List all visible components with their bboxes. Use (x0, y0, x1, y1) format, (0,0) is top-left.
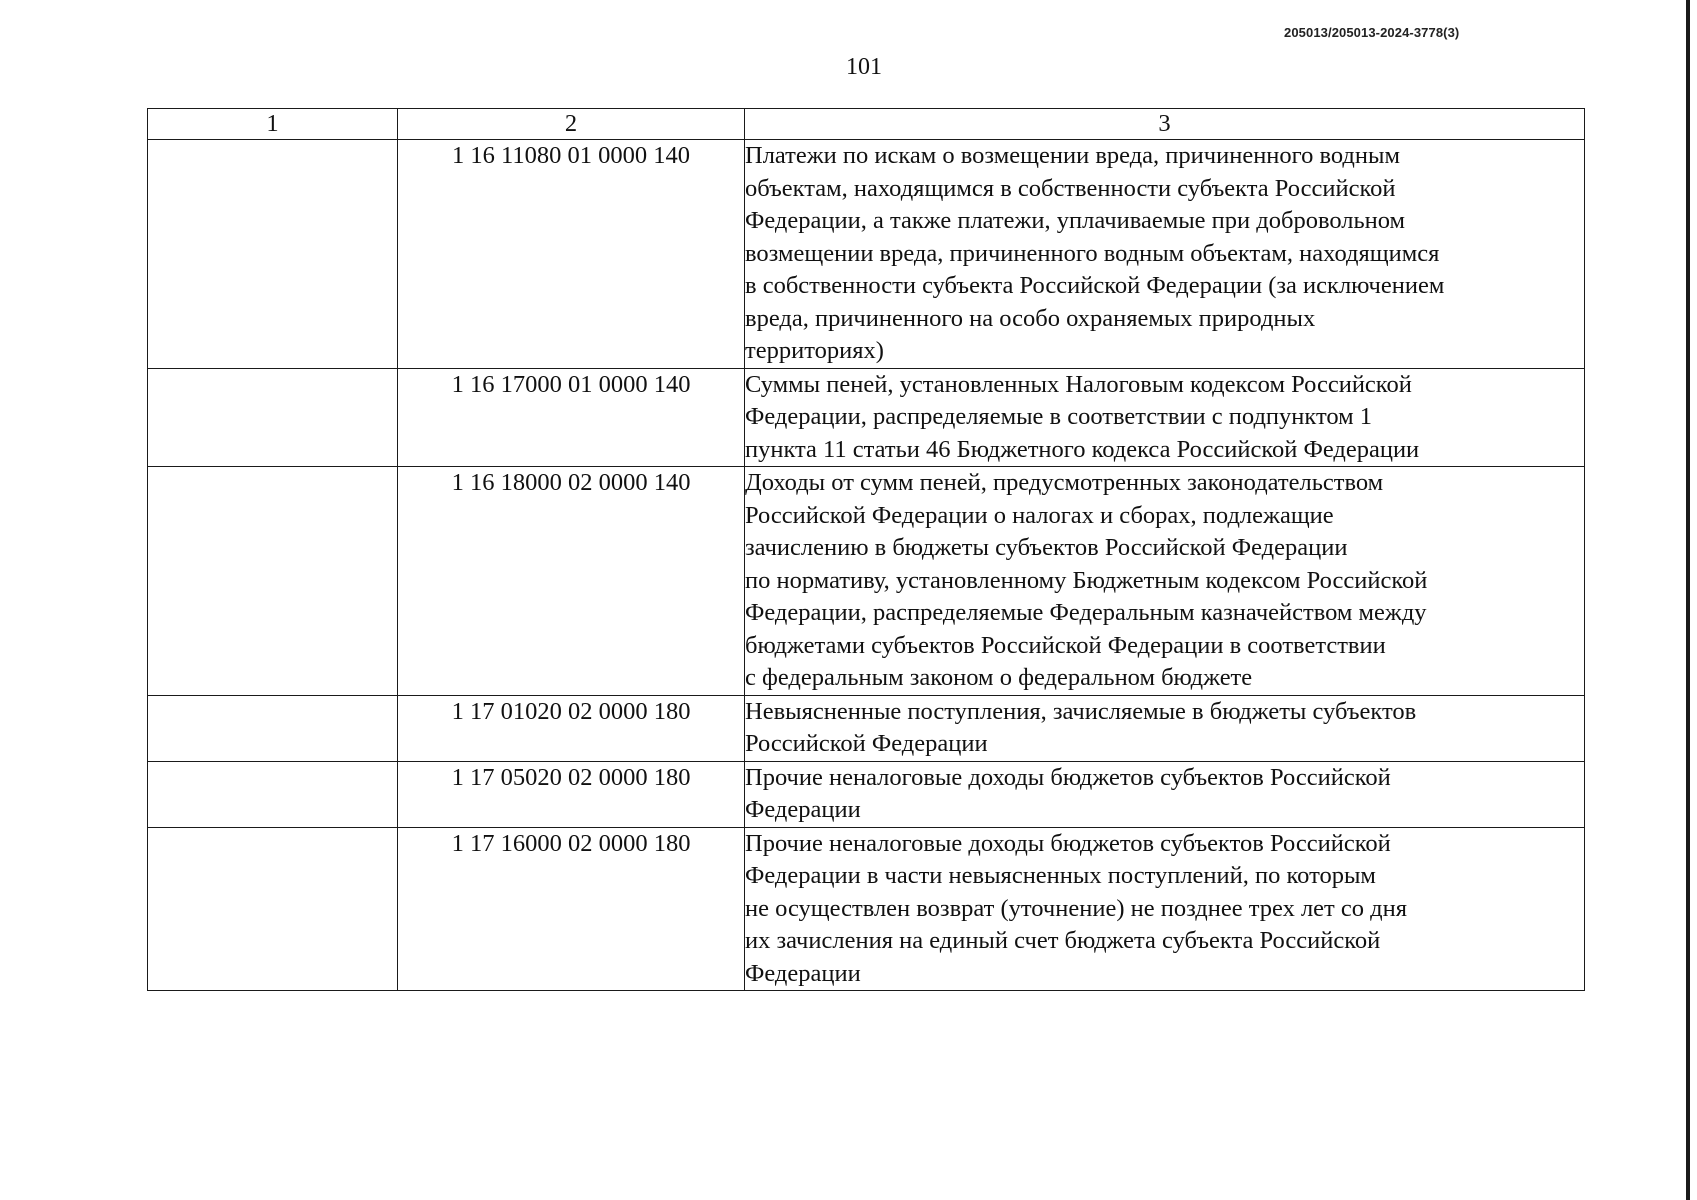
description-line: пункта 11 статьи 46 Бюджетного кодекса Российской Федерации (745, 435, 1420, 463)
income-description (745, 761, 1585, 827)
admin-code-cell (148, 368, 398, 467)
column-header-3: 3 (745, 109, 1585, 140)
description-line: бюджетами субъектов Российской Федерации в соответствии (745, 631, 1386, 659)
admin-code-cell (148, 467, 398, 696)
table-row (148, 368, 1585, 467)
description-line: с федеральным законом о федеральном бюджете (745, 664, 1253, 691)
table-row (148, 140, 1585, 369)
budget-classification-code: 1 17 01020 02 0000 180 (398, 695, 745, 761)
description-line: Доходы от сумм пеней, предусмотренных законодательством (745, 469, 1384, 496)
income-description (745, 827, 1585, 991)
column-header-2: 2 (398, 109, 745, 140)
table-body (148, 140, 1585, 991)
description-line: Федерации, распределяемые Федеральным казначейством между (745, 599, 1427, 626)
income-description (745, 140, 1585, 369)
description-line: Федерации (745, 959, 861, 987)
description-line: их зачисления на единый счет бюджета субъекта Российской (745, 927, 1381, 954)
admin-code-cell (148, 827, 398, 991)
income-codes-table (147, 108, 1585, 991)
table-row (148, 761, 1585, 827)
description-line: не осуществлен возврат (уточнение) не позднее трех лет со дня (745, 894, 1407, 922)
description-line: Федерации, а также платежи, уплачиваемые при добровольном (745, 207, 1406, 234)
column-header-1: 1 (148, 109, 398, 140)
budget-classification-code: 1 16 17000 01 0000 140 (398, 368, 745, 467)
description-line: территориях) (745, 337, 884, 364)
description-line: возмещении вреда, причиненного водным объектам, находящимся (745, 239, 1440, 267)
description-line: Платежи по искам о возмещении вреда, причиненного водным (745, 142, 1400, 169)
description-line: вреда, причиненного на особо охраняемых природных (745, 304, 1316, 332)
description-line: Суммы пеней, установленных Налоговым кодексом Российской (745, 370, 1412, 398)
description-line: Федерации в части невыясненных поступлений, по которым (745, 862, 1376, 889)
income-description (745, 368, 1585, 467)
table-row (148, 467, 1585, 696)
description-line: Федерации (745, 796, 861, 823)
admin-code-cell (148, 140, 398, 369)
page-number: 101 (846, 54, 882, 80)
budget-classification-code: 1 17 05020 02 0000 180 (398, 761, 745, 827)
description-line: в собственности субъекта Российской Федерации (за исключением (745, 272, 1445, 299)
header-row (148, 109, 1585, 140)
scan-edge (1686, 0, 1690, 1200)
description-line: Невыясненные поступления, зачисляемые в бюджеты субъектов (745, 697, 1417, 725)
description-line: Федерации, распределяемые в соответствии с подпунктом 1 (745, 403, 1373, 430)
admin-code-cell (148, 695, 398, 761)
table-row (148, 695, 1585, 761)
description-line: Прочие неналоговые доходы бюджетов субъектов Российской (745, 829, 1391, 857)
description-line: по нормативу, установленному Бюджетным кодексом Российской (745, 566, 1428, 594)
description-line: зачислению в бюджеты субъектов Российской Федерации (745, 534, 1348, 561)
description-line: объектам, находящимся в собственности субъекта Российской (745, 174, 1396, 202)
description-line: Российской Федерации о налогах и сборах, подлежащие (745, 501, 1334, 529)
table-row (148, 827, 1585, 991)
description-line: Прочие неналоговые доходы бюджетов субъектов Российской (745, 763, 1391, 791)
description-line: Российской Федерации (745, 730, 988, 757)
budget-classification-code: 1 16 11080 01 0000 140 (398, 140, 745, 369)
document-id: 205013/205013-2024-3778(3) (1284, 25, 1460, 40)
admin-code-cell (148, 761, 398, 827)
income-description (745, 695, 1585, 761)
income-description (745, 467, 1585, 696)
budget-classification-code: 1 17 16000 02 0000 180 (398, 827, 745, 991)
budget-classification-code: 1 16 18000 02 0000 140 (398, 467, 745, 696)
